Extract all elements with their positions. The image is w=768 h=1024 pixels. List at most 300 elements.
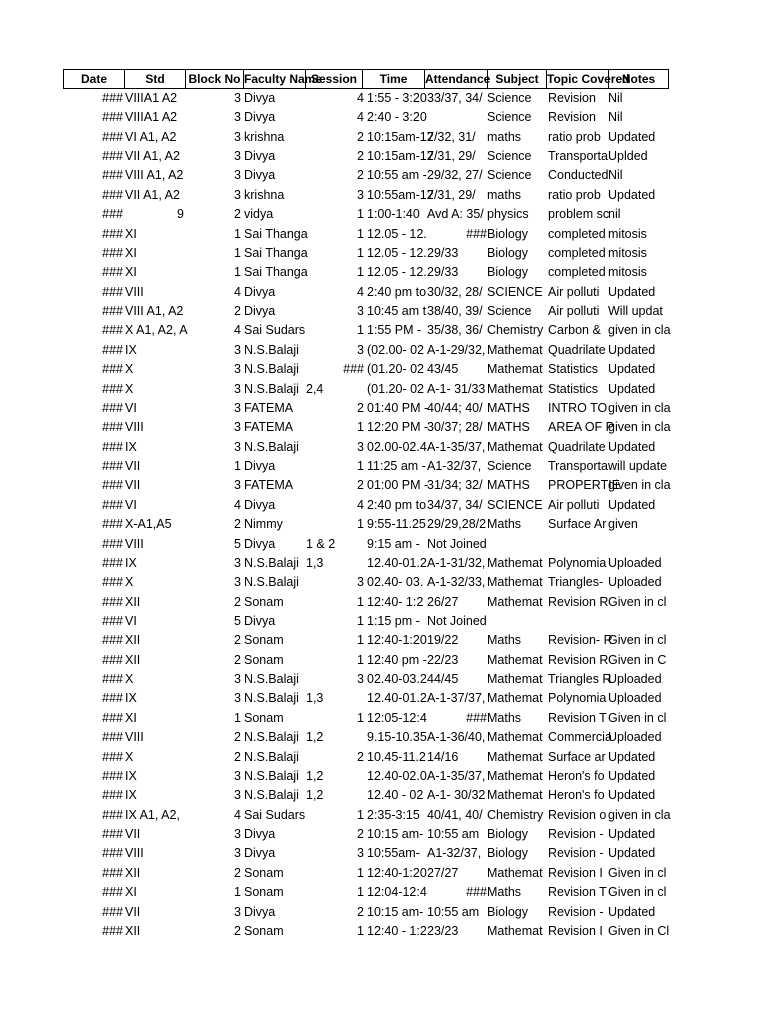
cell-session: 2,4 xyxy=(306,381,324,396)
cell-notes: Given in cl xyxy=(608,633,667,648)
cell-notes: Updated xyxy=(608,846,656,861)
cell-session: 4 xyxy=(357,91,364,105)
cell-session: 4 xyxy=(357,284,364,299)
cell-session: 1 xyxy=(357,459,364,474)
cell-std: VIII xyxy=(125,846,144,861)
cell-topic-covered: Air polluti xyxy=(548,304,600,319)
cell-attendance: A-1-37/37, xyxy=(427,691,486,706)
cell-notes: Updated xyxy=(608,129,656,144)
cell-subject: MATHS xyxy=(487,478,530,493)
cell-std: XII xyxy=(125,594,141,609)
cell-date: ### xyxy=(102,478,123,493)
cell-date: ### xyxy=(102,710,123,725)
cell-topic-covered: AREA OF P xyxy=(548,420,614,435)
cell-time: 9:15 am - xyxy=(367,536,420,551)
cell-session: ### xyxy=(343,362,364,377)
cell-attendance: 29/29,28/2 xyxy=(427,517,487,532)
cell-time: 1:55 - 3:20 xyxy=(367,91,427,105)
cell-time: 9.15-10.35 xyxy=(367,730,427,745)
cell-attendance xyxy=(427,108,487,127)
cell-time: 10:45 am t xyxy=(367,304,427,319)
table-row xyxy=(0,380,768,399)
cell-subject: SCIENCE xyxy=(487,497,543,512)
cell-block-no: 1 xyxy=(234,459,241,474)
table-row xyxy=(0,457,768,476)
cell-topic-covered: completed xyxy=(548,245,606,260)
cell-time: 02.40- 03. xyxy=(367,575,424,590)
header-row xyxy=(0,69,768,89)
table-row xyxy=(0,515,768,534)
cell-faculty-name: N.S.Balaji xyxy=(244,575,299,590)
cell-session: 1,2 xyxy=(306,788,324,803)
cell-time: (02.00- 02 xyxy=(367,342,424,357)
cell-attendance: A-1-35/37, xyxy=(427,439,486,454)
cell-faculty-name: N.S.Balaji xyxy=(244,381,299,396)
cell-faculty-name: krishna xyxy=(244,187,285,202)
cell-std: XI xyxy=(125,265,137,280)
cell-topic-covered: Revision I xyxy=(548,865,603,880)
cell-time: 10:15 am- xyxy=(367,827,424,842)
cell-time: 1:15 pm - xyxy=(367,613,420,628)
cell-std: VI xyxy=(125,497,137,512)
table-row xyxy=(0,593,768,612)
cell-topic-covered: Revision I xyxy=(548,923,603,938)
cell-session: 1 xyxy=(357,710,364,725)
cell-topic-covered: problem sc xyxy=(548,207,610,222)
cell-faculty-name: Sonam xyxy=(244,710,284,725)
cell-block-no: 2 xyxy=(234,517,241,532)
cell-subject: Science xyxy=(487,149,532,164)
cell-topic-covered: Revision o xyxy=(548,807,607,822)
cell-session: 1 xyxy=(357,517,364,532)
cell-faculty-name: Sai Sudars xyxy=(244,807,306,822)
cell-attendance: 29/33 xyxy=(427,245,459,260)
table-row xyxy=(0,535,768,554)
cell-session: 1 xyxy=(357,420,364,435)
cell-notes: Uplded xyxy=(608,149,648,164)
cell-topic-covered: Revision xyxy=(548,110,596,125)
cell-session: 1 xyxy=(357,807,364,822)
cell-notes: Given in cl xyxy=(608,710,667,725)
cell-std: IX A1, A2, xyxy=(125,807,180,822)
cell-notes: Nil xyxy=(608,110,623,125)
cell-time: 01:00 PM - xyxy=(367,478,429,493)
table-row xyxy=(0,263,768,282)
cell-std: VIII xyxy=(125,730,144,745)
cell-subject: Mathemat xyxy=(487,555,543,570)
cell-subject: Mathemat xyxy=(487,652,543,667)
table-row xyxy=(0,806,768,825)
cell-attendance: A-1-29/32, xyxy=(427,342,486,357)
cell-faculty-name: N.S.Balaji xyxy=(244,788,299,803)
cell-subject: physics xyxy=(487,207,529,222)
cell-notes: Updated xyxy=(608,439,656,454)
cell-subject: Mathemat xyxy=(487,865,543,880)
cell-attendance: 38/40, 39/ xyxy=(427,304,483,319)
cell-std: 9 xyxy=(177,207,184,222)
cell-std: VIIIA1 A2 xyxy=(125,91,178,105)
cell-time: 12:05-12:4 xyxy=(367,710,427,725)
cell-attendance: 7/32, 31/ xyxy=(427,129,476,144)
cell-attendance: A-1- 31/33 xyxy=(427,381,486,396)
cell-block-no: 3 xyxy=(234,362,241,377)
cell-attendance: 7/31, 29/ xyxy=(427,187,476,202)
cell-faculty-name: N.S.Balaji xyxy=(244,691,299,706)
cell-time: 10:55am- xyxy=(367,846,420,861)
cell-faculty-name: Sonam xyxy=(244,865,284,880)
cell-session: 1,3 xyxy=(306,691,324,706)
cell-notes: Updated xyxy=(608,788,656,803)
header-std: Std xyxy=(124,69,185,89)
cell-faculty-name: N.S.Balaji xyxy=(244,362,299,377)
cell-attendance: 35/38, 36/ xyxy=(427,323,483,338)
cell-notes: Uploaded xyxy=(608,730,662,745)
cell-std: XII xyxy=(125,633,141,648)
cell-subject: Maths xyxy=(487,633,522,648)
cell-std: XII xyxy=(125,865,141,880)
cell-attendance: Avd A: 35/ xyxy=(427,207,484,222)
cell-attendance: 40/41, 40/ xyxy=(427,807,483,822)
cell-topic-covered: Triangles R xyxy=(548,672,612,687)
cell-session: 3 xyxy=(357,672,364,687)
cell-block-no: 3 xyxy=(234,478,241,493)
table-row xyxy=(0,186,768,205)
cell-date: ### xyxy=(102,517,123,532)
cell-notes: mitosis xyxy=(608,245,647,260)
table-row xyxy=(0,670,768,689)
cell-session: 1,2 xyxy=(306,768,324,783)
cell-attendance: ### xyxy=(466,226,487,241)
cell-time: 12:40- 1:2 xyxy=(367,594,424,609)
cell-topic-covered: Air polluti xyxy=(548,497,600,512)
cell-notes: Nil xyxy=(608,168,623,183)
cell-block-no: 2 xyxy=(234,207,241,222)
cell-session: 1 xyxy=(357,245,364,260)
cell-std: XI xyxy=(125,885,137,900)
cell-notes: given in cla xyxy=(608,400,671,415)
cell-faculty-name: Sonam xyxy=(244,594,284,609)
cell-faculty-name: Divya xyxy=(244,459,276,474)
cell-std: VI A1, A2 xyxy=(125,129,177,144)
cell-time: 2:40 - 3:20 xyxy=(367,110,427,125)
cell-block-no: 3 xyxy=(234,149,241,164)
cell-subject: Biology xyxy=(487,265,528,280)
cell-std: X xyxy=(125,749,134,764)
cell-attendance: A-1-35/37, xyxy=(427,768,486,783)
cell-date: ### xyxy=(102,691,123,706)
table-row xyxy=(0,767,768,786)
cell-date: ### xyxy=(102,459,123,474)
cell-session: 2 xyxy=(357,478,364,493)
cell-date: ### xyxy=(102,420,123,435)
cell-time: 12:40 - 1:2 xyxy=(367,923,427,938)
header-date: Date xyxy=(63,69,124,89)
cell-std: IX xyxy=(125,555,137,570)
cell-time: 12.05 - 12. xyxy=(367,226,427,241)
cell-subject: Mathemat xyxy=(487,342,543,357)
cell-time: 12.40-01.2 xyxy=(367,691,427,706)
cell-block-no: 3 xyxy=(234,672,241,687)
cell-block-no: 2 xyxy=(234,730,241,745)
cell-date: ### xyxy=(102,749,123,764)
cell-block-no: 3 xyxy=(234,110,241,125)
cell-topic-covered: Surface Ar xyxy=(548,517,607,532)
cell-notes: will update xyxy=(608,459,668,474)
table-row xyxy=(0,244,768,263)
cell-notes: Will updat xyxy=(608,304,663,319)
cell-block-no: 3 xyxy=(234,91,241,105)
cell-block-no: 3 xyxy=(234,129,241,144)
cell-subject: SCIENCE xyxy=(487,284,543,299)
cell-date: ### xyxy=(102,342,123,357)
cell-notes: Updated xyxy=(608,187,656,202)
cell-block-no: 4 xyxy=(234,323,241,338)
cell-std: X xyxy=(125,381,134,396)
cell-date: ### xyxy=(102,439,123,454)
cell-topic-covered xyxy=(548,612,606,631)
table-row xyxy=(0,321,768,340)
cell-subject: Chemistry xyxy=(487,807,544,822)
cell-subject: Biology xyxy=(487,827,528,842)
cell-subject: MATHS xyxy=(487,400,530,415)
cell-session: 2 xyxy=(357,149,364,164)
cell-topic-covered: Polynomia xyxy=(548,555,607,570)
table-row xyxy=(0,283,768,302)
cell-faculty-name: N.S.Balaji xyxy=(244,768,299,783)
cell-std: XI xyxy=(125,226,137,241)
cell-notes xyxy=(608,535,670,554)
cell-session: 1 xyxy=(357,865,364,880)
cell-subject: Mathemat xyxy=(487,672,543,687)
table-row xyxy=(0,341,768,360)
cell-block-no: 3 xyxy=(234,342,241,357)
cell-block-no: 3 xyxy=(234,439,241,454)
cell-block-no: 3 xyxy=(234,187,241,202)
cell-attendance: 43/45 xyxy=(427,362,459,377)
header-time: Time xyxy=(362,69,424,89)
cell-faculty-name: vidya xyxy=(244,207,274,222)
cell-subject: Mathemat xyxy=(487,749,543,764)
table-row xyxy=(0,689,768,708)
cell-date: ### xyxy=(102,304,123,319)
cell-subject: Science xyxy=(487,110,532,125)
cell-session: 1 & 2 xyxy=(306,536,336,551)
cell-session: 3 xyxy=(357,575,364,590)
table-row xyxy=(0,438,768,457)
cell-topic-covered: Revision R xyxy=(548,652,609,667)
cell-session: 1 xyxy=(357,226,364,241)
cell-notes: Given in C xyxy=(608,652,667,667)
cell-attendance: A-1- 30/32 xyxy=(427,788,486,803)
cell-notes: Updated xyxy=(608,768,656,783)
cell-std: VII A1, A2 xyxy=(125,187,180,202)
cell-date: ### xyxy=(102,788,123,803)
cell-attendance: 29/33 xyxy=(427,265,459,280)
cell-date: ### xyxy=(102,381,123,396)
cell-date: ### xyxy=(102,362,123,377)
table-row xyxy=(0,302,768,321)
cell-subject: Science xyxy=(487,459,532,474)
cell-std: IX xyxy=(125,342,137,357)
cell-attendance: 27/27 xyxy=(427,865,459,880)
cell-notes: Updated xyxy=(608,284,656,299)
cell-attendance: A-1-32/33, xyxy=(427,575,486,590)
header-attendance: Attendance xyxy=(424,69,487,89)
cell-session: 2 xyxy=(357,400,364,415)
cell-block-no: 2 xyxy=(234,633,241,648)
cell-topic-covered: Triangles- xyxy=(548,575,604,590)
cell-subject: Mathemat xyxy=(487,730,543,745)
cell-session: 2 xyxy=(357,904,364,919)
cell-notes: Uploaded xyxy=(608,575,662,590)
table-row xyxy=(0,476,768,495)
cell-topic-covered: Revision T xyxy=(548,885,607,900)
cell-date: ### xyxy=(102,575,123,590)
cell-session: 1 xyxy=(357,265,364,280)
cell-std: X xyxy=(125,575,134,590)
cell-block-no: 2 xyxy=(234,304,241,319)
cell-session: 2 xyxy=(357,168,364,183)
cell-topic-covered xyxy=(548,535,606,554)
cell-subject: Biology xyxy=(487,226,528,241)
cell-subject: MATHS xyxy=(487,420,530,435)
cell-time: 12.40-02.0 xyxy=(367,768,427,783)
cell-notes: Given in cl xyxy=(608,865,667,880)
cell-notes: Nil xyxy=(608,91,623,105)
cell-session: 1 xyxy=(357,923,364,938)
cell-date: ### xyxy=(102,730,123,745)
cell-attendance: 30/32, 28/ xyxy=(427,284,483,299)
cell-block-no: 3 xyxy=(234,555,241,570)
cell-std: VIII A1, A2 xyxy=(125,304,184,319)
cell-attendance: 22/23 xyxy=(427,652,459,667)
cell-std: VIII xyxy=(125,284,144,299)
table-row xyxy=(0,89,768,108)
cell-time: 1:00-1:40 xyxy=(367,207,420,222)
cell-topic-covered: Revision xyxy=(548,91,596,105)
cell-faculty-name: Sai Thanga xyxy=(244,245,308,260)
table-row xyxy=(0,225,768,244)
cell-subject: Maths xyxy=(487,517,522,532)
cell-notes: mitosis xyxy=(608,226,647,241)
cell-notes: Given in Cl xyxy=(608,923,670,938)
cell-topic-covered: Transporta xyxy=(548,459,608,474)
cell-date: ### xyxy=(102,885,123,900)
cell-faculty-name: N.S.Balaji xyxy=(244,730,299,745)
cell-attendance: 10:55 am xyxy=(427,827,480,842)
cell-time: 2:35-3:15 xyxy=(367,807,420,822)
cell-topic-covered: Revision - xyxy=(548,904,604,919)
cell-block-no: 3 xyxy=(234,788,241,803)
cell-session: 4 xyxy=(357,110,364,125)
cell-std: VII xyxy=(125,478,141,493)
cell-topic-covered: Polynomia xyxy=(548,691,607,706)
cell-subject: Mathemat xyxy=(487,575,543,590)
cell-time: 12:40-1:20 xyxy=(367,633,427,648)
cell-faculty-name: Sai Sudars xyxy=(244,323,306,338)
cell-session: 3 xyxy=(357,439,364,454)
cell-faculty-name: FATEMA xyxy=(244,420,294,435)
cell-session: 1 xyxy=(357,613,364,628)
cell-faculty-name: N.S.Balaji xyxy=(244,672,299,687)
cell-subject xyxy=(487,535,545,554)
cell-session: 1 xyxy=(357,207,364,222)
cell-subject: Maths xyxy=(487,710,522,725)
cell-attendance: A-1-31/32, xyxy=(427,555,486,570)
header-session: Session xyxy=(305,69,362,89)
cell-time: 2:40 pm to xyxy=(367,284,427,299)
cell-block-no: 2 xyxy=(234,865,241,880)
cell-faculty-name: Sonam xyxy=(244,633,284,648)
cell-std: XII xyxy=(125,652,141,667)
cell-date: ### xyxy=(102,284,123,299)
cell-topic-covered: Quadrilate xyxy=(548,342,606,357)
cell-topic-covered: Heron's fo xyxy=(548,768,605,783)
cell-subject: Mathemat xyxy=(487,923,543,938)
cell-block-no: 2 xyxy=(234,652,241,667)
cell-notes xyxy=(608,612,670,631)
cell-date: ### xyxy=(102,594,123,609)
header-topic-covered: Topic Covered xyxy=(546,69,608,89)
cell-std: VIIIA1 A2 xyxy=(125,110,178,125)
cell-faculty-name: Divya xyxy=(244,284,276,299)
cell-attendance: A-1-36/40, xyxy=(427,730,486,745)
header-block-no: Block No xyxy=(185,69,243,89)
cell-attendance: A1-32/37, xyxy=(427,459,482,474)
cell-topic-covered: INTRO TO xyxy=(548,400,608,415)
cell-topic-covered: PROPERTIE xyxy=(548,478,621,493)
cell-faculty-name: Divya xyxy=(244,304,276,319)
cell-attendance: ### xyxy=(466,885,487,900)
cell-date: ### xyxy=(102,187,123,202)
cell-time: 12:40-1:20 xyxy=(367,865,427,880)
table-row xyxy=(0,147,768,166)
cell-subject: Science xyxy=(487,168,532,183)
cell-notes: Updated xyxy=(608,904,656,919)
cell-subject: Mathemat xyxy=(487,381,543,396)
cell-block-no: 1 xyxy=(234,245,241,260)
cell-block-no: 1 xyxy=(234,265,241,280)
cell-date: ### xyxy=(102,168,123,183)
cell-time: 12:04-12:4 xyxy=(367,885,427,900)
cell-date: ### xyxy=(102,129,123,144)
cell-subject: Mathemat xyxy=(487,691,543,706)
cell-faculty-name: Sai Thanga xyxy=(244,265,308,280)
cell-std: X-A1,A5 xyxy=(125,517,172,532)
cell-time: 12.05 - 12. xyxy=(367,265,427,280)
header-subject: Subject xyxy=(487,69,546,89)
cell-topic-covered: completed xyxy=(548,265,606,280)
cell-topic-covered: Commercia xyxy=(548,730,612,745)
cell-block-no: 3 xyxy=(234,846,241,861)
cell-session: 3 xyxy=(357,304,364,319)
cell-block-no: 5 xyxy=(234,613,241,628)
cell-std: IX xyxy=(125,788,137,803)
cell-attendance: 29/32, 27/ xyxy=(427,168,483,183)
cell-attendance: Not Joined xyxy=(427,536,487,551)
cell-subject: Science xyxy=(487,91,532,105)
cell-attendance: 40/44; 40/ xyxy=(427,400,483,415)
cell-attendance: 44/45 xyxy=(427,672,459,687)
cell-notes: Updated xyxy=(608,342,656,357)
cell-block-no: 1 xyxy=(234,710,241,725)
cell-topic-covered: Revision - xyxy=(548,827,604,842)
cell-block-no: 1 xyxy=(234,226,241,241)
cell-session: 1,3 xyxy=(306,555,324,570)
cell-attendance: ### xyxy=(466,710,487,725)
cell-topic-covered: Transporta xyxy=(548,149,608,164)
cell-date: ### xyxy=(102,672,123,687)
